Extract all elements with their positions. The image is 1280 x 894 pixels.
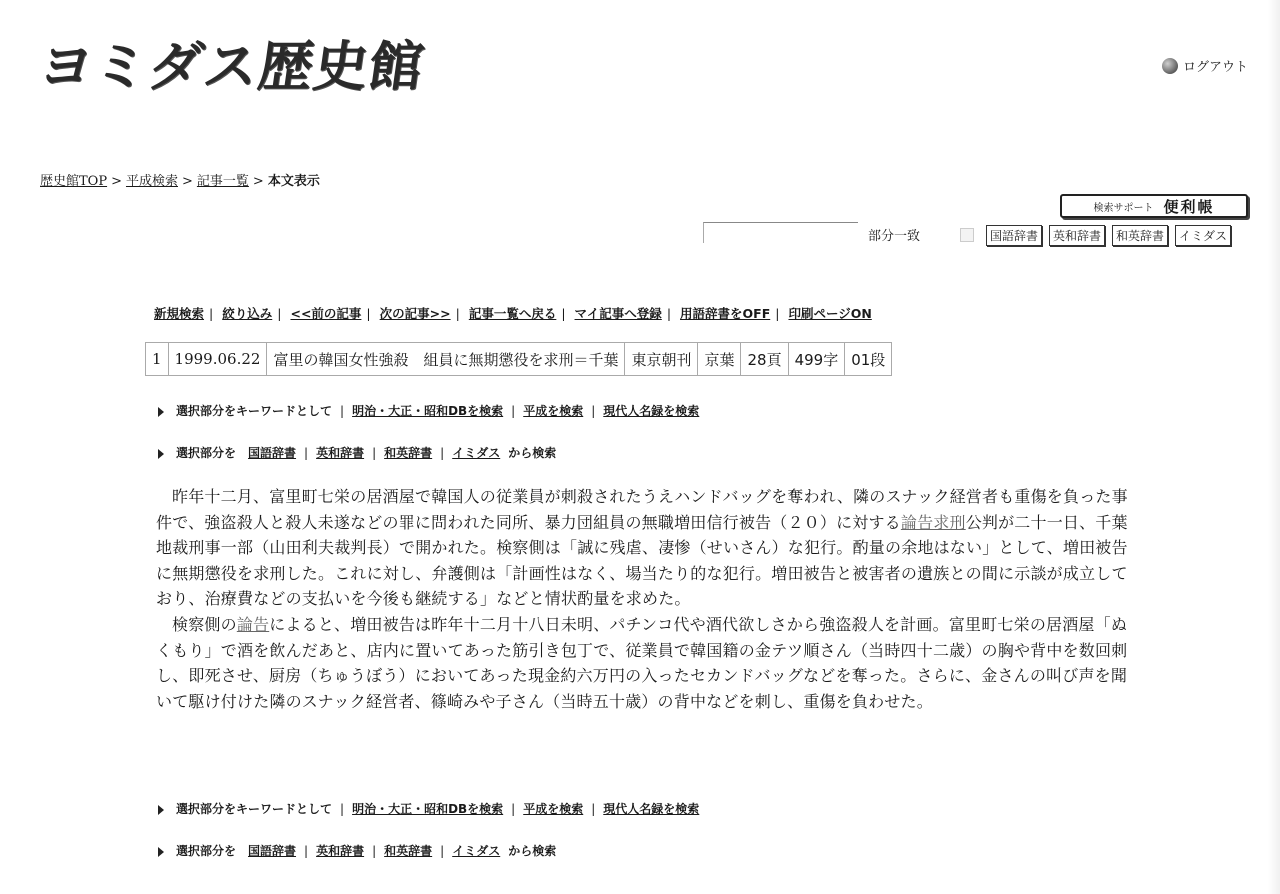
article-paragraph: 昨年十二月、富里町七栄の居酒屋で韓国人の従業員が刺殺されたうえハンドバッグを奪われ、隣のスナック経営者も重傷を負った事件で、強盗殺人と殺人未遂などの罪に問われた同所、暴力団組員の無職増田信行被告（２０）に対する論告求刑公判が二十一日、千葉地裁刑事一部（山田利夫裁判長）で開かれた。検察側は「誠に残虐、凄惨（せいさん）な犯行。酌量の余地はない」として、増田被告に無期懲役を求刑した。これに対し、弁護側は「計画性はなく、場当たり的な犯行。増田被告と被害者の遺族との間に示談が成立しており、治療費などの支払いを今後も継続する」などと情状酌量を求めた。 [156, 487, 1128, 609]
dict-search-row: 選択部分を 国語辞書 | 英和辞書 | 和英辞書 | イミダス から検索 [158, 444, 556, 461]
table-row [146, 343, 892, 376]
waei-search-link[interactable]: 和英辞書 [384, 844, 433, 858]
article-date: 1999.06.22 [168, 343, 267, 376]
match-mode-select[interactable]: 部分一致 [868, 229, 921, 244]
next-article-link[interactable]: 次の記事>> [379, 306, 451, 321]
article-chars: 499字 [788, 343, 845, 376]
imidas-dict-button[interactable]: イミダス [1175, 225, 1231, 246]
article-dan: 01段 [845, 343, 892, 376]
glossary-link-ronkoku[interactable]: 論告 [236, 614, 270, 634]
dict-row-label: 選択部分を [176, 446, 237, 460]
article-nav: 新規検索 | 絞り込み | <<前の記事 | 次の記事>> | 記事一覧へ戻る | マイ記事へ登録 | 用語辞書をOFF | 印刷ページON [154, 306, 872, 321]
logout-label: ログアウト [1183, 60, 1249, 75]
keyword-row-label: 選択部分をキーワードとして [176, 802, 333, 816]
heisei-search-link[interactable]: 平成を検索 [523, 802, 584, 816]
article-number: 1 [146, 343, 169, 376]
match-mode-dropdown-icon[interactable] [960, 228, 974, 242]
dict-row-suffix: から検索 [508, 844, 557, 858]
benricho-small-label: 検索サポート [1093, 202, 1154, 214]
breadcrumb-heisei[interactable]: 平成検索 [125, 174, 178, 189]
glossary-toggle-link[interactable]: 用語辞書をOFF [680, 306, 771, 321]
triangle-right-icon [158, 407, 164, 417]
triangle-right-icon [158, 805, 164, 815]
breadcrumb-top[interactable]: 歴史館TOP [40, 174, 108, 189]
kokugo-search-link[interactable]: 国語辞書 [248, 446, 297, 460]
add-my-article-link[interactable]: マイ記事へ登録 [574, 306, 662, 321]
triangle-right-icon [158, 449, 164, 459]
article-title: 富里の韓国女性強殺 組員に無期懲役を求刑＝千葉 [267, 343, 625, 376]
kokugo-dict-button[interactable]: 国語辞書 [986, 225, 1042, 246]
keyword-search-row: 選択部分をキーワードとして | 明治・大正・昭和DBを検索 | 平成を検索 | 現代人名録を検索 [158, 402, 699, 419]
heisei-search-link[interactable]: 平成を検索 [523, 404, 584, 418]
refine-link[interactable]: 絞り込み [222, 306, 273, 321]
dictionary-search-input[interactable] [703, 222, 858, 243]
article-edition: 東京朝刊 [625, 343, 698, 376]
new-search-link[interactable]: 新規検索 [154, 306, 205, 321]
meiji-db-search-link[interactable]: 明治・大正・昭和DBを検索 [352, 802, 504, 816]
article-info-table [145, 342, 892, 376]
glossary-link-ronkoku-kyukei[interactable]: 論告求刑 [900, 512, 966, 532]
jinmeiroku-search-link[interactable]: 現代人名録を検索 [603, 404, 700, 418]
logout-icon [1162, 58, 1178, 74]
triangle-right-icon [158, 847, 164, 857]
jinmeiroku-search-link[interactable]: 現代人名録を検索 [603, 802, 700, 816]
breadcrumb-current: 本文表示 [267, 174, 320, 189]
logout-button[interactable] [1162, 56, 1248, 75]
imidas-search-link[interactable]: イミダス [452, 844, 501, 858]
dictionary-buttons [986, 225, 1231, 246]
prev-article-link[interactable]: <<前の記事 [290, 306, 362, 321]
benricho-large-label: 便利帳 [1163, 197, 1215, 216]
vertical-scrollbar[interactable] [1268, 0, 1280, 894]
article-page: 28頁 [741, 343, 788, 376]
breadcrumb-list[interactable]: 記事一覧 [196, 174, 249, 189]
waei-dict-button[interactable]: 和英辞書 [1112, 225, 1168, 246]
article-paragraph: 検察側の論告によると、増田被告は昨年十二月十八日未明、パチンコ代や酒代欲しさから強盗殺人を計画。富里町七栄の居酒屋「ぬくもり」で酒を飲んだあと、店内に置いてあった筋引き包丁で、従業員で韓国籍の金テツ順さん（当時四十二歳）の胸や背中を数回刺し、即死させ、厨房（ちゅうぼう）においてあった現金約六万円の入ったセカンドバッグなどを奪った。さらに、金さんの叫び声を聞いて駆け付けた隣のスナック経営者、篠崎みや子さん（当時五十歳）の背中などを刺し、重傷を負わせた。 [156, 614, 1128, 711]
eiwa-search-link[interactable]: 英和辞書 [316, 844, 365, 858]
article-body [156, 484, 1136, 714]
back-to-list-link[interactable]: 記事一覧へ戻る [468, 306, 557, 321]
dict-search-row-bottom: 選択部分を 国語辞書 | 英和辞書 | 和英辞書 | イミダス から検索 [158, 842, 556, 859]
article-area: 京葉 [698, 343, 741, 376]
keyword-row-label: 選択部分をキーワードとして [176, 404, 333, 418]
keyword-search-row-bottom: 選択部分をキーワードとして | 明治・大正・昭和DBを検索 | 平成を検索 | 現代人名録を検索 [158, 800, 699, 817]
site-logo: ヨミダス歴史館 [34, 35, 429, 98]
print-page-link[interactable]: 印刷ページON [788, 306, 872, 321]
waei-search-link[interactable]: 和英辞書 [384, 446, 433, 460]
imidas-search-link[interactable]: イミダス [452, 446, 501, 460]
eiwa-search-link[interactable]: 英和辞書 [316, 446, 365, 460]
dict-row-suffix: から検索 [508, 446, 557, 460]
kokugo-search-link[interactable]: 国語辞書 [248, 844, 297, 858]
benricho-button[interactable] [1060, 194, 1248, 218]
dict-row-label: 選択部分を [176, 844, 237, 858]
eiwa-dict-button[interactable]: 英和辞書 [1049, 225, 1105, 246]
breadcrumb: 歴史館TOP > 平成検索 > 記事一覧 > 本文表示 [40, 174, 320, 189]
meiji-db-search-link[interactable]: 明治・大正・昭和DBを検索 [352, 404, 504, 418]
